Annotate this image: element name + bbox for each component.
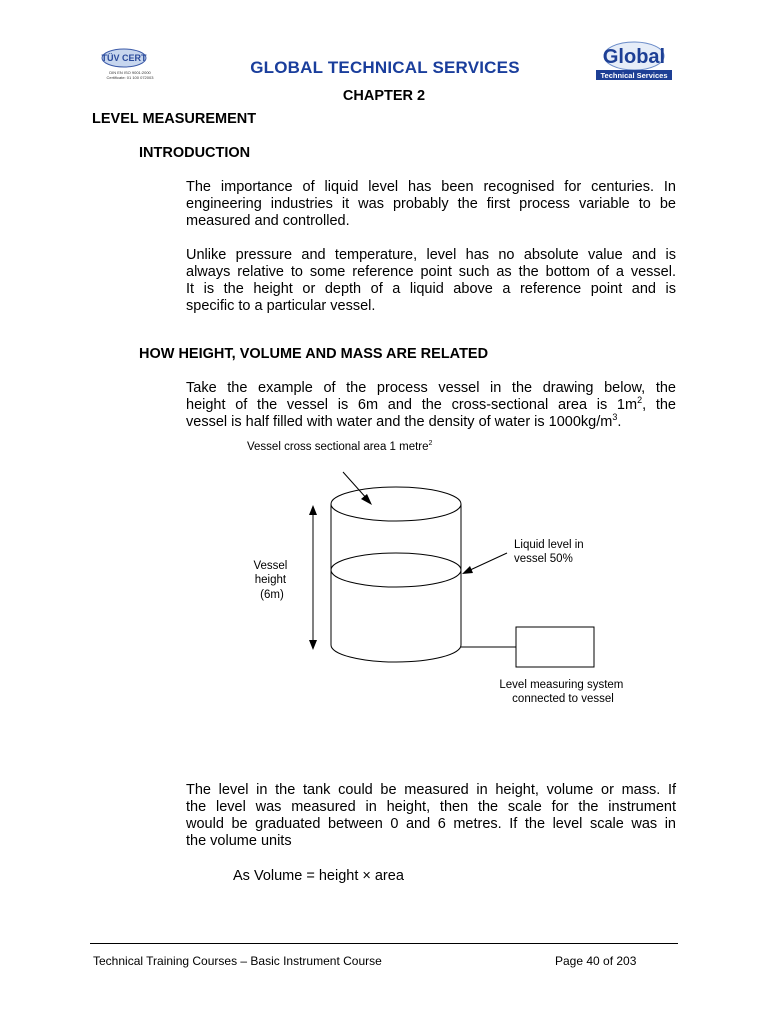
text-line: always relative to some reference point such as the bottom of a vessel. — [186, 264, 676, 280]
superscript: 3 — [612, 412, 618, 422]
height-arrow-top — [309, 505, 317, 515]
height-label: Vessel height (6m) — [253, 560, 288, 601]
global-logo-subtitle: Technical Services — [600, 71, 668, 80]
text-line: It is the height or depth of a liquid above a reference point and is — [186, 281, 676, 297]
liquid-level-ellipse — [331, 553, 461, 587]
level-paragraph — [186, 782, 676, 850]
global-logo-word: Global — [602, 46, 666, 68]
tuv-logo-text: TÜV CERT — [101, 53, 147, 63]
related-paragraph — [186, 380, 676, 431]
liquid-level-arrowhead — [462, 566, 473, 574]
footer-course-title: Technical Training Courses – Basic Instrument Course — [93, 954, 382, 968]
text-line: Unlike pressure and temperature, level has no absolute value and is — [186, 247, 676, 263]
level-measuring-box — [516, 627, 594, 667]
text-line: specific to a particular vessel. — [186, 298, 376, 314]
text-run: , the — [642, 397, 676, 413]
footer-divider — [90, 943, 678, 944]
cross-section-superscript: 2 — [428, 440, 433, 447]
introduction-heading: INTRODUCTION — [139, 145, 251, 161]
measuring-system-label: Level measuring system connected to vessel — [499, 679, 624, 705]
superscript: 2 — [637, 395, 643, 405]
cross-section-arrow — [343, 472, 368, 500]
text-line: measured and controlled. — [186, 213, 350, 229]
text-line: The level in the tank could be measured in height, volume or mass. If — [186, 782, 676, 798]
intro-paragraph-2 — [186, 247, 676, 315]
text-line: The importance of liquid level has been recognised for centuries. In — [186, 179, 676, 195]
text-line: the volume units — [186, 833, 292, 849]
footer-page-number: Page 40 of 203 — [555, 954, 637, 968]
liquid-level-label: Liquid level in vessel 50% — [514, 539, 584, 565]
tuv-certificate-text — [90, 70, 170, 80]
chapter-heading: CHAPTER 2 — [342, 88, 426, 104]
intro-paragraph-1 — [186, 179, 676, 230]
text-line — [186, 397, 676, 414]
height-arrow-bottom — [309, 640, 317, 650]
volume-formula: As Volume = height × area — [233, 868, 404, 884]
cross-section-label: Vessel cross sectional area 1 metre$^2$ — [247, 440, 433, 453]
cross-section-arrowhead — [361, 494, 372, 505]
text-run: . — [617, 414, 622, 430]
text-run: height of the vessel is 6m and the cross-sectional area is 1m — [186, 397, 638, 413]
text-line — [186, 414, 676, 431]
vessel — [331, 487, 461, 662]
global-technical-services-logo — [590, 38, 676, 84]
liquid-level-arrow — [468, 553, 507, 571]
text-run: vessel is half filled with water and the density of water is 1000kg/m — [186, 414, 613, 430]
tuv-cert-line: DIN EN ISO 9001:2000 — [109, 70, 151, 75]
tuv-cert-line: Certificate: 01 100 072003 — [106, 75, 154, 80]
text-line: engineering industries it was probably the first process variable to be — [186, 196, 676, 212]
height-volume-mass-heading: HOW HEIGHT, VOLUME AND MASS ARE RELATED — [139, 346, 489, 362]
section-title: LEVEL MEASUREMENT — [92, 111, 257, 127]
text-line: Take the example of the process vessel in the drawing below, the — [186, 380, 676, 396]
header-title: GLOBAL TECHNICAL SERVICES — [250, 58, 520, 77]
text-line: the level was measured in height, then the scale for the instrument — [186, 799, 676, 815]
text-line: would be graduated between 0 and 6 metres. If the level scale was in — [186, 816, 676, 832]
vessel-diagram — [240, 438, 660, 728]
